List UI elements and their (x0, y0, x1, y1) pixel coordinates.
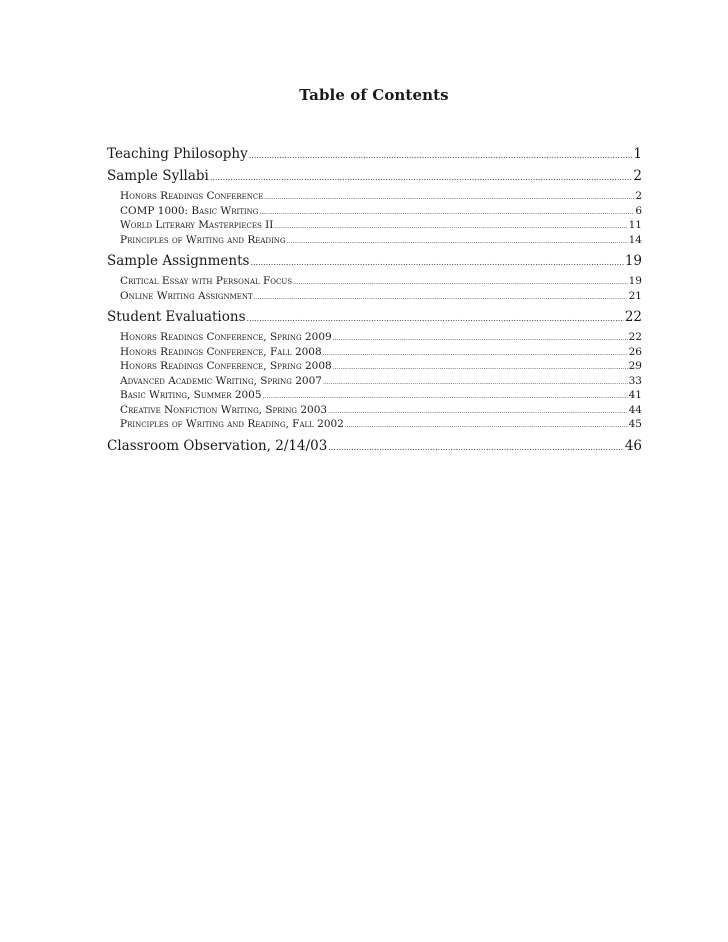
dot-leader (259, 206, 634, 219)
toc-entry-page: 29 (628, 360, 642, 372)
toc-entry-label: Principles of Writing and Reading (120, 233, 286, 246)
toc-entry-label: World Literary Masterpieces II (120, 219, 274, 231)
dot-leader (328, 405, 628, 418)
toc-subentry-honors-spring-2009[interactable] (107, 330, 642, 345)
toc-subentry-honors-readings-conference[interactable] (107, 189, 642, 204)
dot-leader (249, 145, 633, 165)
toc-entry-teaching-philosophy[interactable] (107, 143, 642, 165)
toc-entry-student-evaluations[interactable] (107, 306, 642, 328)
toc-entry-label: Honors Readings Conference (120, 190, 264, 202)
toc-list (107, 143, 642, 457)
toc-entry-page: 19 (624, 253, 642, 269)
dot-leader (250, 252, 623, 272)
toc-entry-label: Classroom Observation, 2/14/03 (107, 437, 328, 454)
dot-leader (333, 361, 628, 374)
toc-entry-label: Teaching Philosophy (107, 146, 248, 162)
toc-entry-page: 2 (633, 168, 642, 184)
toc-entry-label: Student Evaluations (107, 309, 246, 325)
toc-entry-page: 46 (624, 437, 642, 454)
dot-leader (247, 308, 624, 328)
dot-leader (333, 332, 628, 345)
dot-leader (345, 419, 628, 432)
toc-entry-page: 21 (628, 289, 642, 302)
toc-entry-label: Sample Syllabi (107, 168, 209, 184)
toc-entry-sample-syllabi[interactable] (107, 165, 642, 187)
toc-entry-classroom-observation[interactable] (107, 435, 642, 457)
toc-entry-label: COMP 1000: Basic Writing (120, 204, 259, 217)
toc-subentry-comp-1000[interactable] (107, 204, 642, 219)
toc-entry-page: 44 (628, 403, 642, 416)
dot-leader (254, 291, 628, 304)
toc-subentry-principles-writing-reading[interactable] (107, 233, 642, 248)
toc-entry-page: 22 (628, 331, 642, 343)
toc-subentry-critical-essay[interactable] (107, 274, 642, 289)
toc-entry-label: Basic Writing, Summer 2005 (120, 389, 262, 401)
dot-leader (264, 191, 634, 204)
dot-leader (287, 235, 628, 248)
toc-subentry-principles-fall-2002[interactable] (107, 417, 642, 432)
toc-subentry-world-literary-masterpieces[interactable] (107, 218, 642, 233)
toc-entry-page: 6 (635, 204, 642, 217)
toc-entry-label: Sample Assignments (107, 253, 250, 269)
toc-entry-page: 26 (628, 345, 642, 358)
toc-subentry-basic-writing-summer-2005[interactable] (107, 388, 642, 403)
dot-leader (328, 437, 624, 457)
toc-entry-page: 45 (628, 418, 642, 430)
toc-entry-page: 14 (628, 233, 642, 246)
toc-entry-label: Advanced Academic Writing, Spring 2007 (120, 374, 322, 387)
toc-entry-label: Honors Readings Conference, Spring 2009 (120, 331, 332, 343)
toc-entry-label: Principles of Writing and Reading, Fall 2002 (120, 418, 344, 430)
toc-entry-page: 2 (635, 190, 642, 202)
toc-entry-page: 41 (628, 389, 642, 401)
dot-leader (263, 390, 628, 403)
toc-entry-page: 33 (628, 374, 642, 387)
toc-entry-page: 22 (624, 309, 642, 325)
toc-entry-page: 11 (628, 219, 642, 231)
toc-entry-label: Critical Essay with Personal Focus (120, 275, 293, 287)
dot-leader (323, 347, 628, 360)
toc-entry-page: 1 (633, 146, 642, 162)
toc-subentry-advanced-academic-writing[interactable] (107, 374, 642, 389)
toc-title: Table of Contents (299, 86, 449, 104)
toc-entry-label: Honors Readings Conference, Spring 2008 (120, 360, 332, 372)
dot-leader (323, 376, 628, 389)
toc-entry-label: Creative Nonfiction Writing, Spring 2003 (120, 403, 328, 416)
toc-entry-page: 19 (628, 275, 642, 287)
toc-entry-label: Online Writing Assignment (120, 289, 253, 302)
toc-subentry-honors-spring-2008[interactable] (107, 359, 642, 374)
toc-subentry-creative-nonfiction[interactable] (107, 403, 642, 418)
toc-subentry-online-writing[interactable] (107, 289, 642, 304)
dot-leader (210, 167, 633, 187)
dot-leader (274, 220, 627, 233)
toc-subentry-honors-fall-2008[interactable] (107, 345, 642, 360)
dot-leader (293, 276, 628, 289)
toc-entry-label: Honors Readings Conference, Fall 2008 (120, 345, 322, 358)
toc-entry-sample-assignments[interactable] (107, 250, 642, 272)
